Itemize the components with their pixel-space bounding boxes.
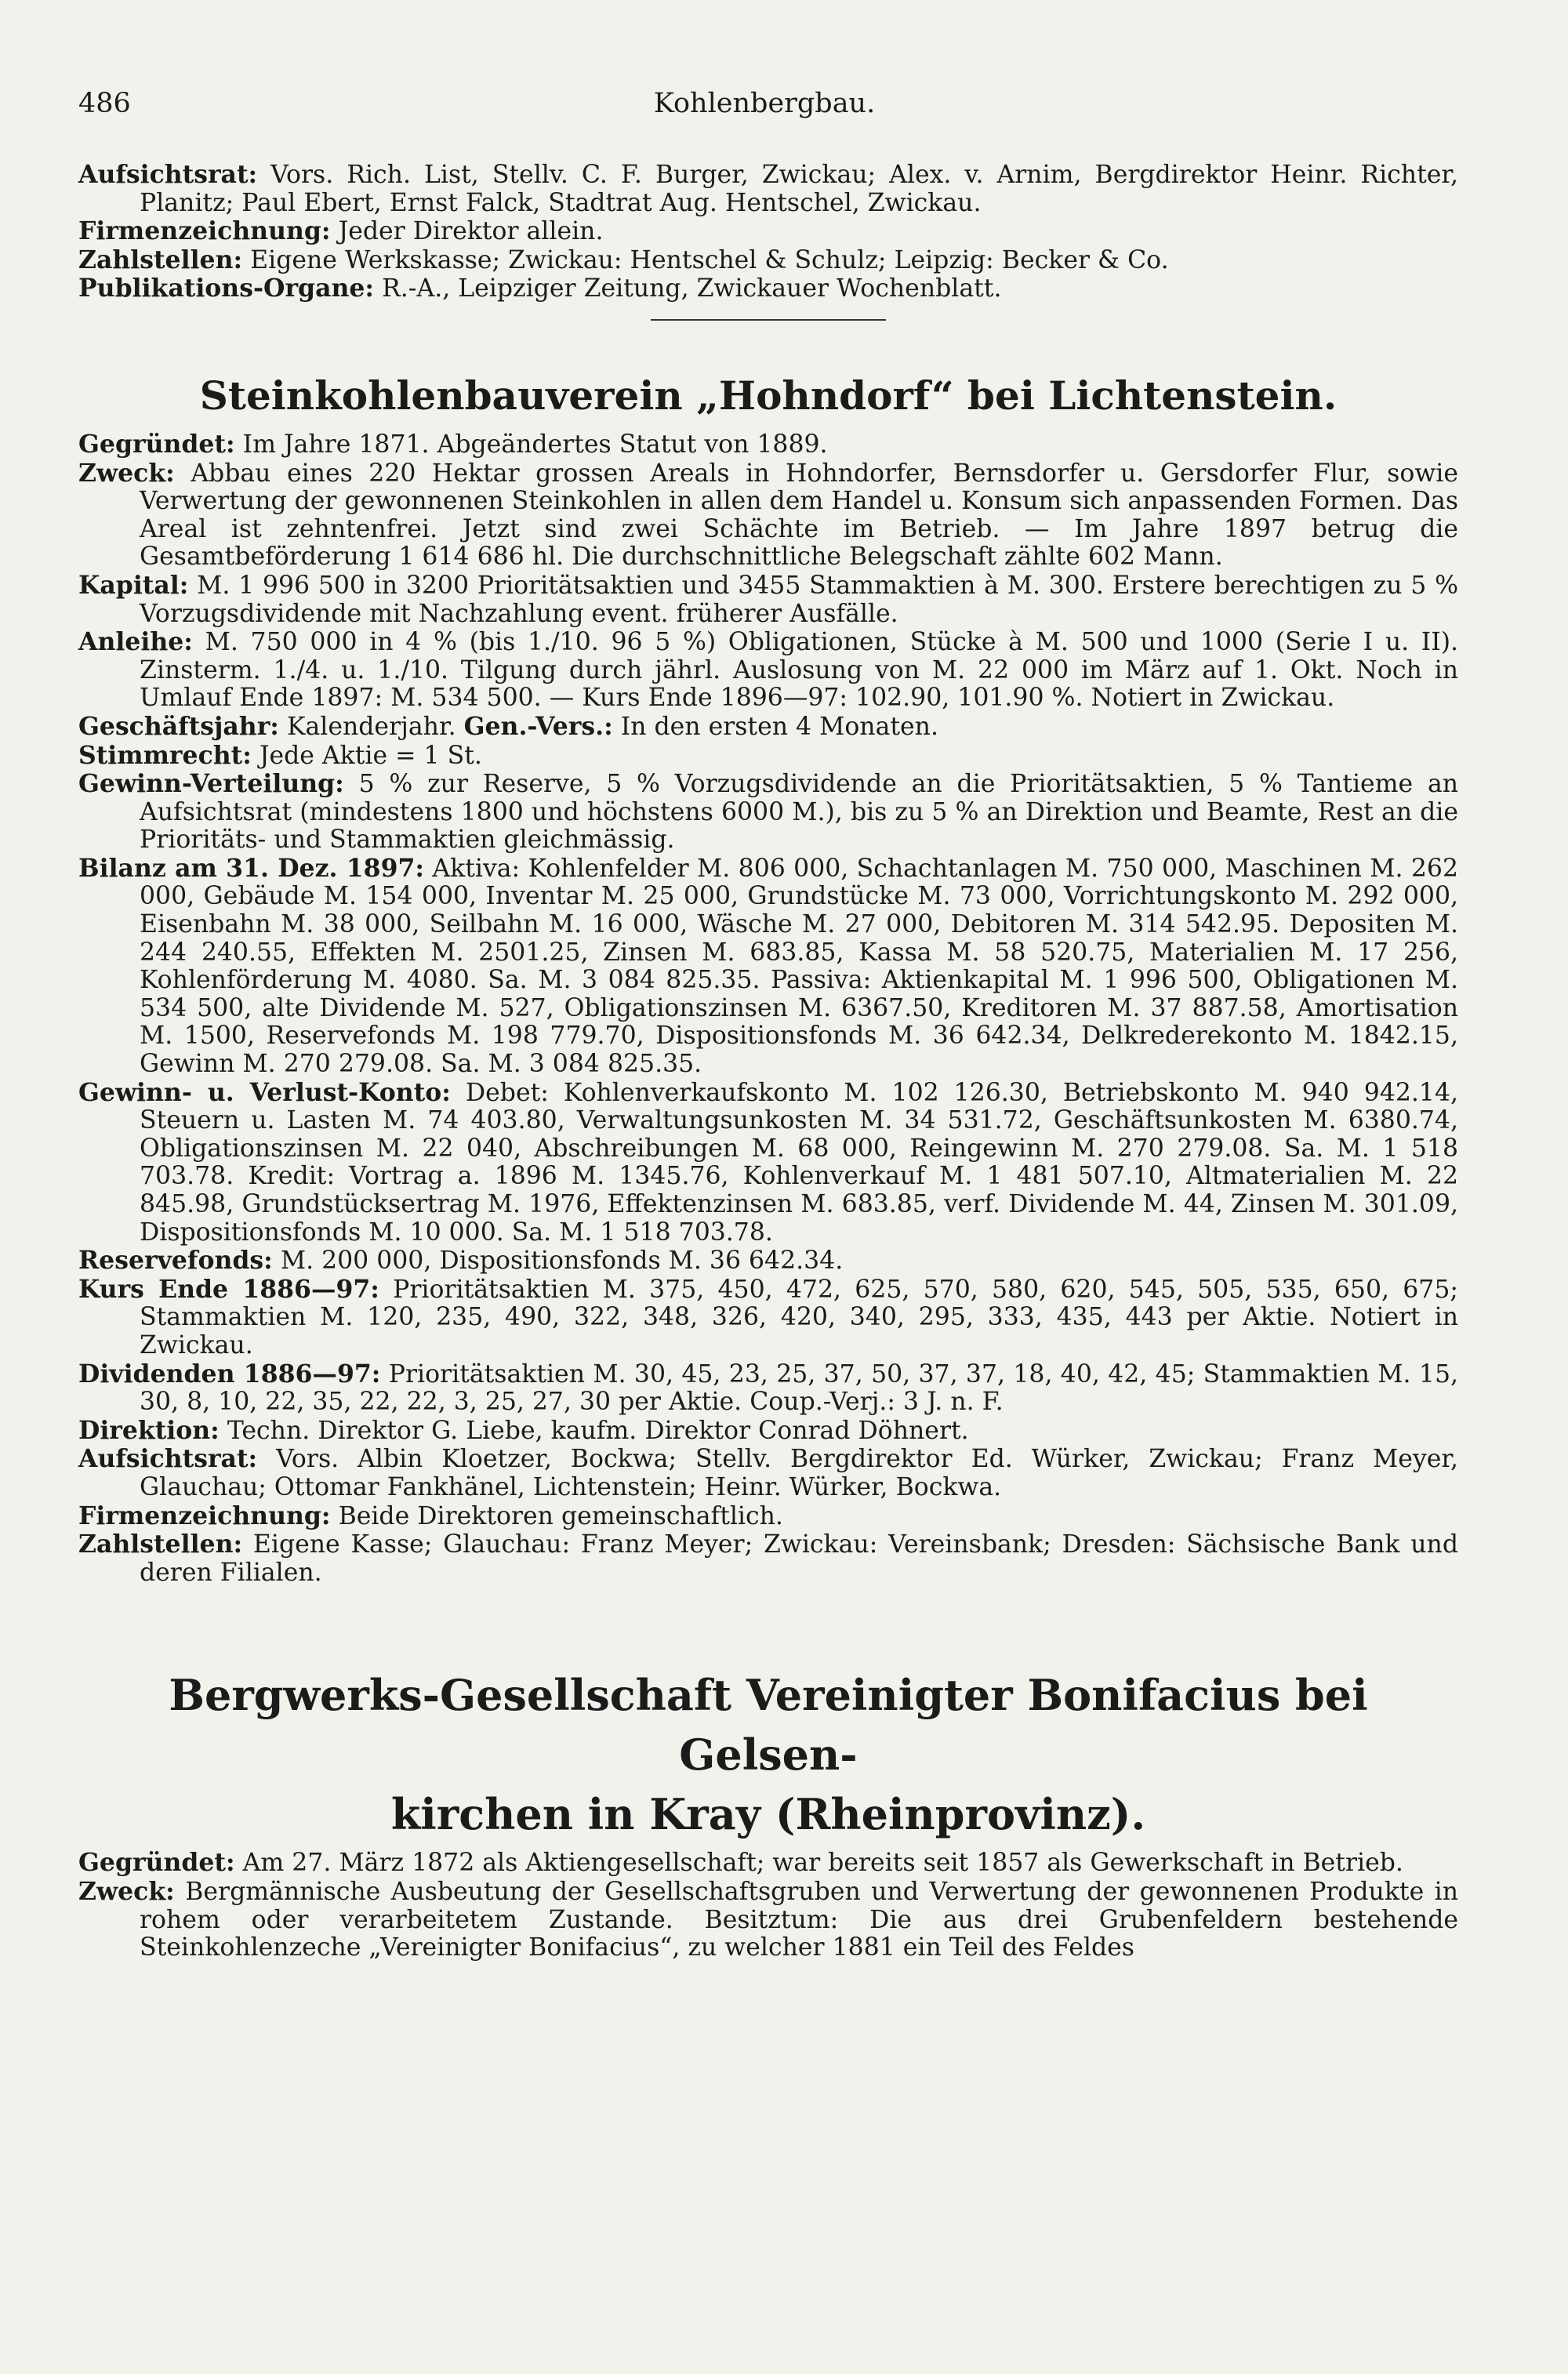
entry-zahlstellen: Zahlstellen: Eigene Kasse; Glauchau: Franz Meyer; Zwickau: Vereinsbank; Dresden: Sächsische Bank und deren Filialen. xyxy=(78,1530,1458,1587)
company-title-line-2: kirchen in Kray (Rheinprovinz). xyxy=(390,1789,1146,1840)
company-title xyxy=(78,1665,1458,1844)
entry-bilanz: Bilanz am 31. Dez. 1897: Aktiva: Kohlenfelder M. 806 000, Schachtanlagen M. 750 000, Maschinen M. 262 000, Gebäude M. 154 000, Inventar M. 25 000, Grundstücke M. 73 000, Vorrichtungskonto M. 292 000, Eisenbahn M. 38 000, Seilbahn M. 16 000, Wäsche M. 27 000, Debitoren M. 314 542.95. Depositen M. 244 240.55, Effekten M. 2501.25, Zinsen M. 683.85, Kassa M. 58 520.75, Materialien M. 17 256, Kohlenförderung M. 4080. Sa. M. 3 084 825.35. Passiva: Aktienkapital M. 1 996 500, Obligationen M. 534 500, alte Dividende M. 527, Obligationszinsen M. 6367.50, Kreditoren M. 37 887.58, Amortisation M. 1500, Reservefonds M. 198 779.70, Dispositionsfonds M. 36 642.34, Delkrederekonto M. 1842.15, Gewinn M. 270 279.08. Sa. M. 3 084 825.35. xyxy=(78,853,1458,1079)
entry-stimmrecht: Stimmrecht: Jede Aktie = 1 St. xyxy=(78,740,482,770)
company-section-bonifacius xyxy=(78,1665,1458,1962)
entry-gegruendet: Gegründet: Im Jahre 1871. Abgeändertes Statut von 1889. xyxy=(78,429,828,459)
entry-gegruendet: Gegründet: Am 27. März 1872 als Aktiengesellschaft; war bereits seit 1857 als Gewerkschaft in Betrieb. xyxy=(78,1848,1403,1878)
entry-geschaeftsjahr: Geschäftsjahr: Kalenderjahr. Gen.-Vers.: In den ersten 4 Monaten. xyxy=(78,711,938,741)
section-spacer xyxy=(78,1587,1458,1665)
entry-firmenzeichnung: Firmenzeichnung: Jeder Direktor allein. xyxy=(78,216,604,246)
previous-company-section xyxy=(78,161,1458,303)
entry-zahlstellen: Zahlstellen: Eigene Werkskasse; Zwickau: Hentschel & Schulz; Leipzig: Becker & Co. xyxy=(78,245,1169,274)
entry-gewinn-verlust-konto: Gewinn- u. Verlust-Konto: Debet: Kohlenverkaufskonto M. 102 126.30, Betriebskonto M. 940 942.14, Steuern u. Lasten M. 74 403.80, Verwaltungsunkosten M. 34 531.72, Geschäftsunkosten M. 6380.74, Obligationszinsen M. 22 040, Abschreibungen M. 68 000, Reingewinn M. 270 279.08. Sa. M. 1 518 703.78. Kredit: Vortrag a. 1896 M. 1345.76, Kohlenverkauf M. 1 481 507.10, Altmaterialien M. 22 845.98, Grundstücksertrag M. 1976, Effektenzinsen M. 683.85, verf. Dividende M. 44, Zinsen M. 301.09, Dispositionsfonds M. 10 000. Sa. M. 1 518 703.78. xyxy=(78,1077,1459,1247)
entry-firmenzeichnung: Firmenzeichnung: Beide Direktoren gemeinschaftlich. xyxy=(78,1501,783,1530)
entry-kapital: Kapital: M. 1 996 500 in 3200 Prioritätsaktien und 3455 Stammaktien à M. 300. Erstere berechtigen zu 5 % Vorzugsdividende mit Nachzahlung event. früherer Ausfälle. xyxy=(78,570,1458,628)
entry-kurs: Kurs Ende 1886—97: Prioritätsaktien M. 375, 450, 472, 625, 570, 580, 620, 545, 505, 535, 650, 675; Stammaktien M. 120, 235, 490, 322, 348, 326, 420, 340, 295, 333, 435, 443 per Aktie. Notiert in Zwickau. xyxy=(78,1274,1458,1359)
entry-aufsichtsrat: Aufsichtsrat: Vors. Rich. List, Stellv. C. F. Burger, Zwickau; Alex. v. Arnim, Bergdirektor Heinr. Richter, Planitz; Paul Ebert, Ernst Falck, Stadtrat Aug. Hentschel, Zwickau. xyxy=(78,160,1458,217)
entry-aufsichtsrat: Aufsichtsrat: Vors. Albin Kloetzer, Bockwa; Stellv. Bergdirektor Ed. Würker, Zwickau; Franz Meyer, Glauchau; Ottomar Fankhänel, Lichtenstein; Heinr. Würker, Bockwa. xyxy=(78,1444,1458,1501)
company-title: Steinkohlenbauverein „Hohndorf“ bei Lichtenstein. xyxy=(199,372,1338,419)
running-title: Kohlenbergbau. xyxy=(653,88,876,119)
page-number: 486 xyxy=(78,88,131,119)
entry-zweck: Zweck: Bergmännische Ausbeutung der Gesellschaftsgruben und Verwertung der gewonnenen Produkte in rohem oder verarbeitetem Zustande. Besitztum: Die aus drei Grubenfeldern bestehende Steinkohlenzeche „Vereinigter Bonifacius“, zu welcher 1881 ein Teil des Feldes xyxy=(78,1876,1459,1962)
page-header xyxy=(78,88,1450,127)
company-section-hohndorf xyxy=(78,372,1458,1587)
entry-publikations-organe: Publikations-Organe: R.-A., Leipziger Zeitung, Zwickauer Wochenblatt. xyxy=(78,274,1002,303)
section-divider xyxy=(651,319,886,321)
entry-direktion: Direktion: Techn. Direktor G. Liebe, kaufm. Direktor Conrad Döhnert. xyxy=(78,1415,969,1445)
entry-reservefonds: Reservefonds: M. 200 000, Dispositionsfonds M. 36 642.34. xyxy=(78,1246,844,1276)
entry-anleihe: Anleihe: M. 750 000 in 4 % (bis 1./10. 96 5 %) Obligationen, Stücke à M. 500 und 1000 (Serie I u. II). Zinsterm. 1./4. u. 1./10. Tilgung durch jährl. Auslosung von M. 22 000 im März auf 1. Okt. Noch in Umlauf Ende 1897: M. 534 500. — Kurs Ende 1896—97: 102.90, 101.90 %. Notiert in Zwickau. xyxy=(78,627,1458,713)
page-body xyxy=(78,161,1458,1962)
entry-dividenden: Dividenden 1886—97: Prioritätsaktien M. 30, 45, 23, 25, 37, 50, 37, 37, 18, 40, 42, 45; Stammaktien M. 15, 30, 8, 10, 22, 35, 22, 22, 3, 25, 27, 30 per Aktie. Coup.-Verj.: 3 J. n. F. xyxy=(78,1359,1459,1417)
company-title-line-1: Bergwerks-Gesellschaft Vereinigter Bonifacius bei Gelsen- xyxy=(169,1670,1368,1781)
entry-gewinn-verteilung: Gewinn-Verteilung: 5 % zur Reserve, 5 % Vorzugsdividende an die Prioritätsaktien, 5 % Tantieme an Aufsichtsrat (mindestens 1800 und höchstens 6000 M.), bis zu 5 % an Direktion und Beamte, Rest an die Prioritäts- und Stammaktien gleichmässig. xyxy=(78,769,1459,855)
entry-zweck: Zweck: Abbau eines 220 Hektar grossen Areals in Hohndorfer, Bernsdorfer u. Gersdorfer Flur, sowie Verwertung der gewonnenen Steinkohlen in allen dem Handel u. Konsum sich anpassenden Formen. Das Areal ist zehntenfrei. Jetzt sind zwei Schächte im Betrieb. — Im Jahre 1897 betrug die Gesamtbeförderung 1 614 686 hl. Die durchschnittliche Belegschaft zählte 602 Mann. xyxy=(78,458,1458,572)
